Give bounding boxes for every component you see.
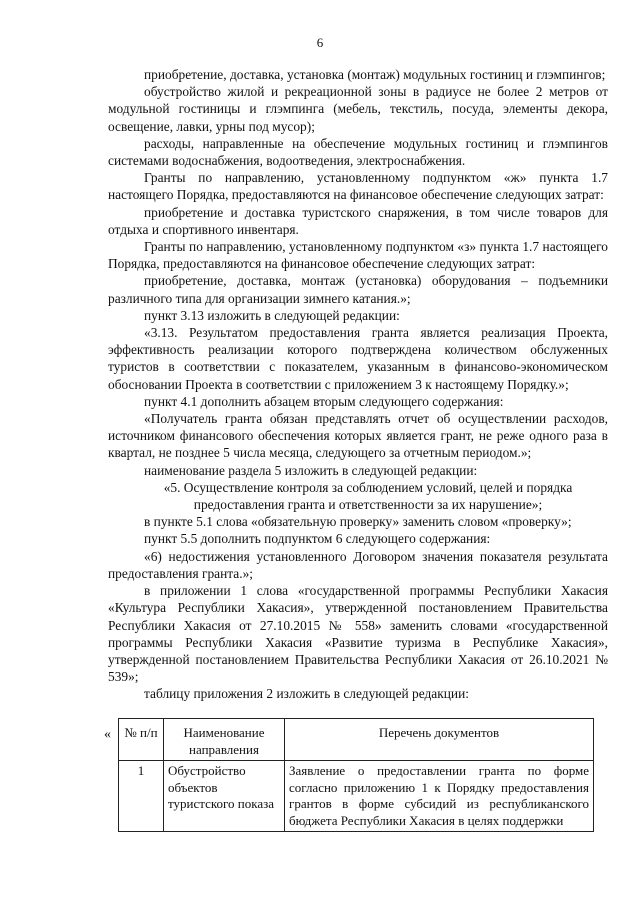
paragraph: в приложении 1 слова «государственной программы Республики Хакасия «Культура Республики Хакасия», утвержденной постановлением Правительства Республики Хакасия от 27.10.2015 № 558» заменить словами «государственной программы Республики Хакасия «Развитие туризма в Республике Хакасия», утвержденной постановлением Правительства Республики Хакасия от 26.10.2021 № 539»; (108, 583, 608, 685)
documents-table (118, 718, 594, 832)
header-documents: Перечень документов (285, 719, 594, 761)
paragraph: приобретение и доставка туристского снаряжения, в том числе товаров для отдыха и спортивного инвентаря. (108, 204, 608, 237)
paragraph: приобретение, доставка, установка (монтаж) модульных гостиниц и глэмпингов; (144, 67, 606, 82)
paragraph: наименование раздела 5 изложить в следующей редакции: (144, 462, 478, 478)
page-number: 6 (316, 35, 324, 50)
paragraph: «Получатель гранта обязан представлять отчет об осуществлении расходов, источником финансового обеспечения которых является грант, не реже одного раза в квартал, не позднее 5 числа месяца, следующего за отчетным периодом.»; (108, 411, 608, 461)
paragraph: пункт 5.5 дополнить подпунктом 6 следующего содержания: (144, 531, 491, 547)
paragraph: «3.13. Результатом предоставления гранта является реализация Проекта, эффективность реализации которого подтверждена количеством обслуженных туристов в соответствии с показателем, указанным в финансово-экономическом обосновании Проекта в соответствии с приложением 3 к настоящему Порядку.»; (108, 325, 608, 392)
paragraph: Гранты по направлению, установленному подпунктом «ж» пункта 1.7 настоящего Порядка, предоставляются на финансовое обеспечение следующих затрат: (108, 170, 608, 203)
paragraph: «6) недостижения установленного Договором значения показателя результата предоставления гранта.»; (108, 548, 608, 581)
paragraph: пункт 3.13 изложить в следующей редакции: (144, 307, 400, 323)
paragraph: в пункте 5.1 слова «обязательную проверку» заменить словом «проверку»; (144, 514, 572, 530)
table-header-row (119, 719, 594, 761)
table-row (119, 761, 594, 832)
cell-direction: Обустройство объектов туристского показа (164, 761, 285, 832)
section-title-quote: «5. Осуществление контроля за соблюдением условий, целей и порядка предоставления гранта и ответственности за их нарушение»; (163, 479, 573, 513)
header-number: № п/п (119, 719, 164, 761)
cell-number: 1 (119, 761, 164, 832)
header-direction: Наименование направления (164, 719, 285, 761)
paragraph: расходы, направленные на обеспечение модульных гостиниц и глэмпингов системами водоснабжения, водоотведения, электроснабжения. (108, 135, 608, 169)
document-body (108, 66, 608, 703)
paragraph: Гранты по направлению, установленному подпунктом «з» пункта 1.7 настоящего Порядка, предоставляются на финансовое обеспечение следующих затрат: (108, 239, 608, 272)
paragraph: приобретение, доставка, монтаж (установка) оборудования – подъемники различного типа для организации зимнего катания.»; (108, 273, 608, 306)
paragraph: обустройство жилой и рекреационной зоны в радиусе не более 2 метров от модульной гостиницы и глэмпинга (мебель, текстиль, посуда, элементы декора, освещение, лавки, урны под мусор); (108, 84, 608, 134)
cell-documents: Заявление о предоставлении гранта по форме согласно приложению 1 к Порядку предоставления грантов в форме субсидий из республиканского бюджета Республики Хакасия в целях поддержки (285, 761, 594, 832)
table-open-quote: « (104, 727, 111, 742)
paragraph: пункт 4.1 дополнить абзацем вторым следующего содержания: (144, 393, 504, 409)
paragraph: таблицу приложения 2 изложить в следующей редакции: (144, 686, 469, 702)
